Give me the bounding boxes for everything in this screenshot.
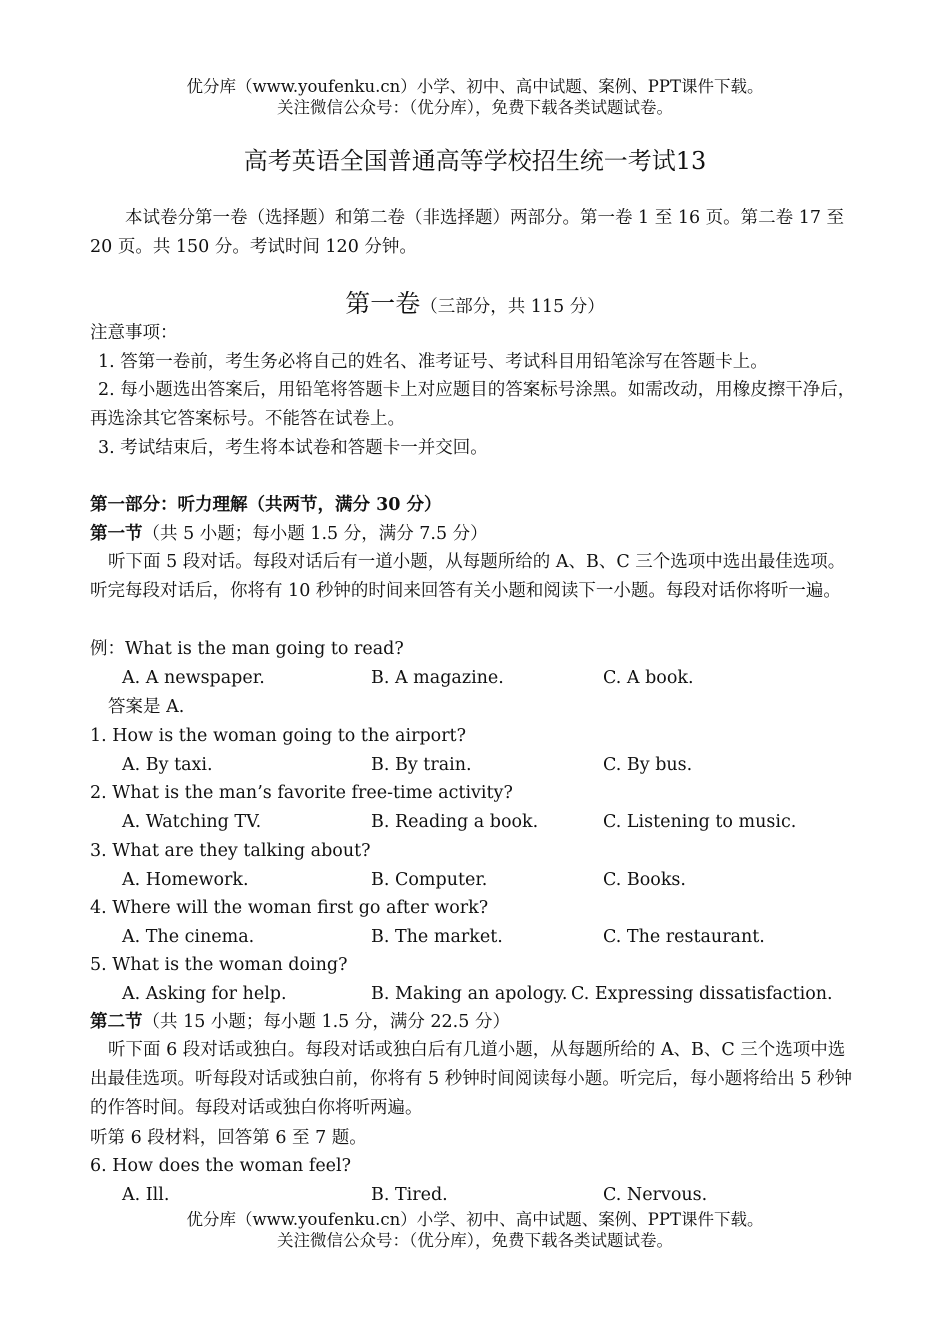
footer-line-1: 优分库（www.youfenku.cn）小学、初中、高中试题、案例、PPT课件下载。 [186,1210,764,1229]
volume-title: 第一卷 [345,289,421,318]
section2-info: （共 15 小题；每小题 1.5 分，满分 22.5 分） [142,1012,510,1032]
q2-option-c: C. Listening to music. [603,812,797,832]
section2-instructions: 听下面 6 段对话或独白。每段对话或独白后有几道小题，从每题所给的 A、B、C 三个选项中选出最佳选项。听每段对话或独白前，你将有 5 秒钟时间阅读每小题。听完后，每小题将给出 5 秒钟的作答时间。每段对话或独白你将听两遍。 [90,1040,853,1118]
note-item: 1. 答第一卷前，考生务必将自己的姓名、准考证号、考试科目用铅笔涂写在答题卡上。 [98,352,768,372]
example-question: 例：What is the man going to read? [90,639,404,659]
question-4: 4. Where will the woman first go after work? [90,898,489,918]
section1-label: 第一节 [90,524,143,544]
question-1: 1. How is the woman going to the airport? [90,726,466,746]
section1-heading [90,526,488,544]
volume-heading [0,291,950,317]
section1-info: （共 5 小题；每小题 1.5 分，满分 7.5 分） [142,524,488,544]
q3-option-b: B. Computer. [371,870,488,890]
example-answer: 答案是 A. [108,697,185,717]
note-item: 3. 考试结束后，考生将本试卷和答题卡一并交回。 [98,438,488,458]
q5-option-c: C. Expressing dissatisfaction. [571,984,833,1004]
q2-option-b: B. Reading a book. [371,812,539,832]
q4-option-a: A. The cinema. [122,927,255,947]
q5-option-b: B. Making an apology. [371,984,568,1004]
q4-option-c: C. The restaurant. [603,927,765,947]
part1-heading: 第一部分：听力理解（共两节，满分 30 分） [90,495,442,515]
note-item: 2. 每小题选出答案后，用铅笔将答题卡上对应题目的答案标号涂黑。如需改动，用橡皮擦干净后，再选涂其它答案标号。不能答在试卷上。 [90,380,856,429]
q5-option-a: A. Asking for help. [122,984,287,1004]
section1-instructions: 听下面 5 段对话。每段对话后有一道小题，从每题所给的 A、B、C 三个选项中选出最佳选项。听完每段对话后，你将有 10 秒钟的时间来回答有关小题和阅读下一小题。每段对话你将听一遍。 [90,552,846,601]
q3-option-c: C. Books. [603,870,686,890]
material-6-instruction: 听第 6 段材料，回答第 6 至 7 题。 [90,1128,367,1148]
q1-option-a: A. By taxi. [122,755,213,775]
question-6: 6. How does the woman feel? [90,1156,352,1176]
question-3: 3. What are they talking about? [90,841,371,861]
question-2: 2. What is the man’s favorite free-time activity? [90,783,513,803]
volume-subtitle: （三部分，共 115 分） [420,297,605,317]
section2-label: 第二节 [90,1012,143,1032]
q6-option-a: A. Ill. [122,1185,170,1205]
page-title: 高考英语全国普通高等学校招生统一考试13 [243,147,707,175]
q3-option-a: A. Homework. [122,870,249,890]
header-line-1: 优分库（www.youfenku.cn）小学、初中、高中试题、案例、PPT课件下载。 [186,77,764,96]
q6-option-b: B. Tired. [371,1185,448,1205]
q1-option-c: C. By bus. [603,755,693,775]
q6-option-c: C. Nervous. [603,1185,708,1205]
q4-option-b: B. The market. [371,927,503,947]
example-option-c: C. A book. [603,668,694,688]
footer-line-2: 关注微信公众号：（优分库），免费下载各类试题试卷。 [277,1231,673,1250]
header-line-2: 关注微信公众号：（优分库），免费下载各类试题试卷。 [277,98,673,117]
intro-paragraph: 本试卷分第一卷（选择题）和第二卷（非选择题）两部分。第一卷 1 至 16 页。第二卷 17 至 20 页。共 150 分。考试时间 120 分钟。 [90,208,845,257]
example-option-b: B. A magazine. [371,668,504,688]
section2-heading [90,1014,510,1032]
notes-heading: 注意事项： [90,323,178,343]
question-5: 5. What is the woman doing? [90,955,348,975]
example-option-a: A. A newspaper. [122,668,265,688]
q2-option-a: A. Watching TV. [122,812,262,832]
q1-option-b: B. By train. [371,755,472,775]
